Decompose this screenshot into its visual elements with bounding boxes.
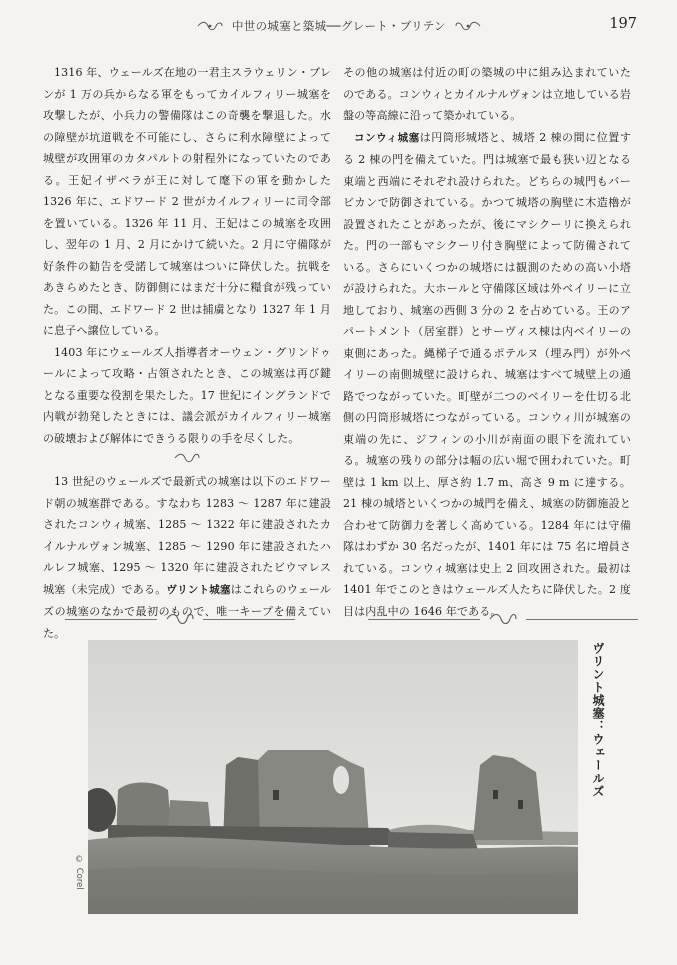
running-header — [0, 14, 677, 38]
figure-caption: ヴリント城塞：ウェールズ — [591, 642, 605, 798]
ornament-icon — [172, 453, 202, 463]
left-column — [43, 62, 331, 644]
divider — [65, 612, 295, 626]
right-column — [343, 62, 631, 622]
bold-term: ヴリント城塞 — [166, 583, 231, 596]
ornament-icon — [487, 612, 519, 626]
divider — [368, 612, 638, 626]
section-ornament — [43, 449, 331, 471]
castle-ruins-image — [88, 640, 578, 914]
ornament-icon — [454, 21, 482, 31]
paragraph: 1316 年、ウェールズ在地の一君主スラウェリン・ブレンが 1 万の兵からなる軍をもってカイルフィリー城塞を攻撃したが、小兵力の警備隊はこの奇襲を撃退した。水の障壁が坑道戦を不可能にし、さらに利水障壁によって城壁が攻囲軍のカタパルトの射程外になっていたのである。王妃イザベラが王に対して麾下の軍を動かした 1326 年に、エドワード 2 世がカイルフィリーに司令部を置いている。1326 年 11 月、王妃はこの城塞を攻囲し、翌年の 1 月、2 月にかけて続いた。2 月に守備隊が好条件の勧告を受諾して城塞はついに降伏した。抗戦をあきらめたとき、防御側にはまだ十分に糧食が残っていた。この間、エドワード 2 世は捕虜となり 1327 年 1 月に息子へ譲位している。 — [43, 66, 331, 337]
castle-photo — [88, 640, 578, 914]
page-number: 197 — [609, 16, 637, 32]
paragraph: その他の城塞は付近の町の築城の中に組み込まれていたのである。コンウィとカイルナルヴォンは立地している岩盤の等高線に沿って築かれている。 — [343, 66, 631, 122]
paragraph: 13 世紀のウェールズで最新式の城塞は以下のエドワード朝の城塞群である。すなわち 1283 〜 1287 年に建設されたコンウィ城塞、1285 〜 1322 年に建設されたカイルナルヴォン城塞、1285 〜 1290 年に建設されたハルレフ城塞、1295 〜 1320 年に建設されたビウマレス城塞（未完成）である。ヴリント城塞はこれらのウェールズの城塞のなかで最初のもので、唯一キープを備えていた。 — [43, 475, 331, 640]
paragraph: コンウィ城塞は円筒形城塔と、城塔 2 棟の間に位置する 2 棟の門を備えていた。門は城塞で最も狭い辺となる東端と西端にそれぞれ設けられた。どちらの城門もバービカンで防御されている。かつて城塔の胸壁に木造櫓が設置されたことがあったが、後にマシクーリに換えられた。門の一部もマシクーリ付き胸壁によって防備されている。さらにいくつかの城塔には観測のための高い小塔が設けられた。大ホールと守備隊区域は外ベイリーに立地しており、城塞の西側 3 分の 2 を占めている。王のアパートメント（居室群）とサーヴィス棟は内ベイリーの東側にあった。縄梯子で通るポテルヌ（埋み門）が外ベイリーの南側城壁に設けられ、城塞はすべて城壁上の通路でつながっていた。町壁が二つのベイリーを仕切る北側の円筒形城塔につながっている。コンウィ川が城塞の東端の先に、ジフィンの小川が南面の眼下を流れている。城塞の残りの部分は幅の広い堀で囲われていた。町壁は 1 km 以上、厚さ約 1.7 m、高さ 9 m に達する。21 棟の城塔といくつかの城門を備え、城塞の防御施設と合わせて防御力を著しく高めている。1284 年には守備隊はわずか 30 名だったが、1401 年には 75 名に増員されている。コンウィ城塞は史上 2 回攻囲された。最初は 1401 年でこのときはウェールズ人たちに降伏した。2 度目は内乱中の 1646 年である。 — [343, 130, 631, 618]
ornament-icon — [196, 21, 224, 31]
ornament-icon — [164, 612, 196, 626]
header-title: 中世の城塞と築城──グレート・ブリテン — [232, 19, 446, 33]
paragraph: 1403 年にウェールズ人指導者オーウェン・グリンドゥールによって攻略・占領されたとき、この城塞は再び鍵となる重要な役割を果たした。17 世紀にイングランドで内戦が勃発したときには、議会派がカイルフィリー城塞の破壊および解体にできうる限りの手を尽くした。 — [43, 345, 331, 445]
photo-credit: © Corel — [74, 855, 84, 890]
bold-term: コンウィ城塞 — [354, 131, 420, 144]
